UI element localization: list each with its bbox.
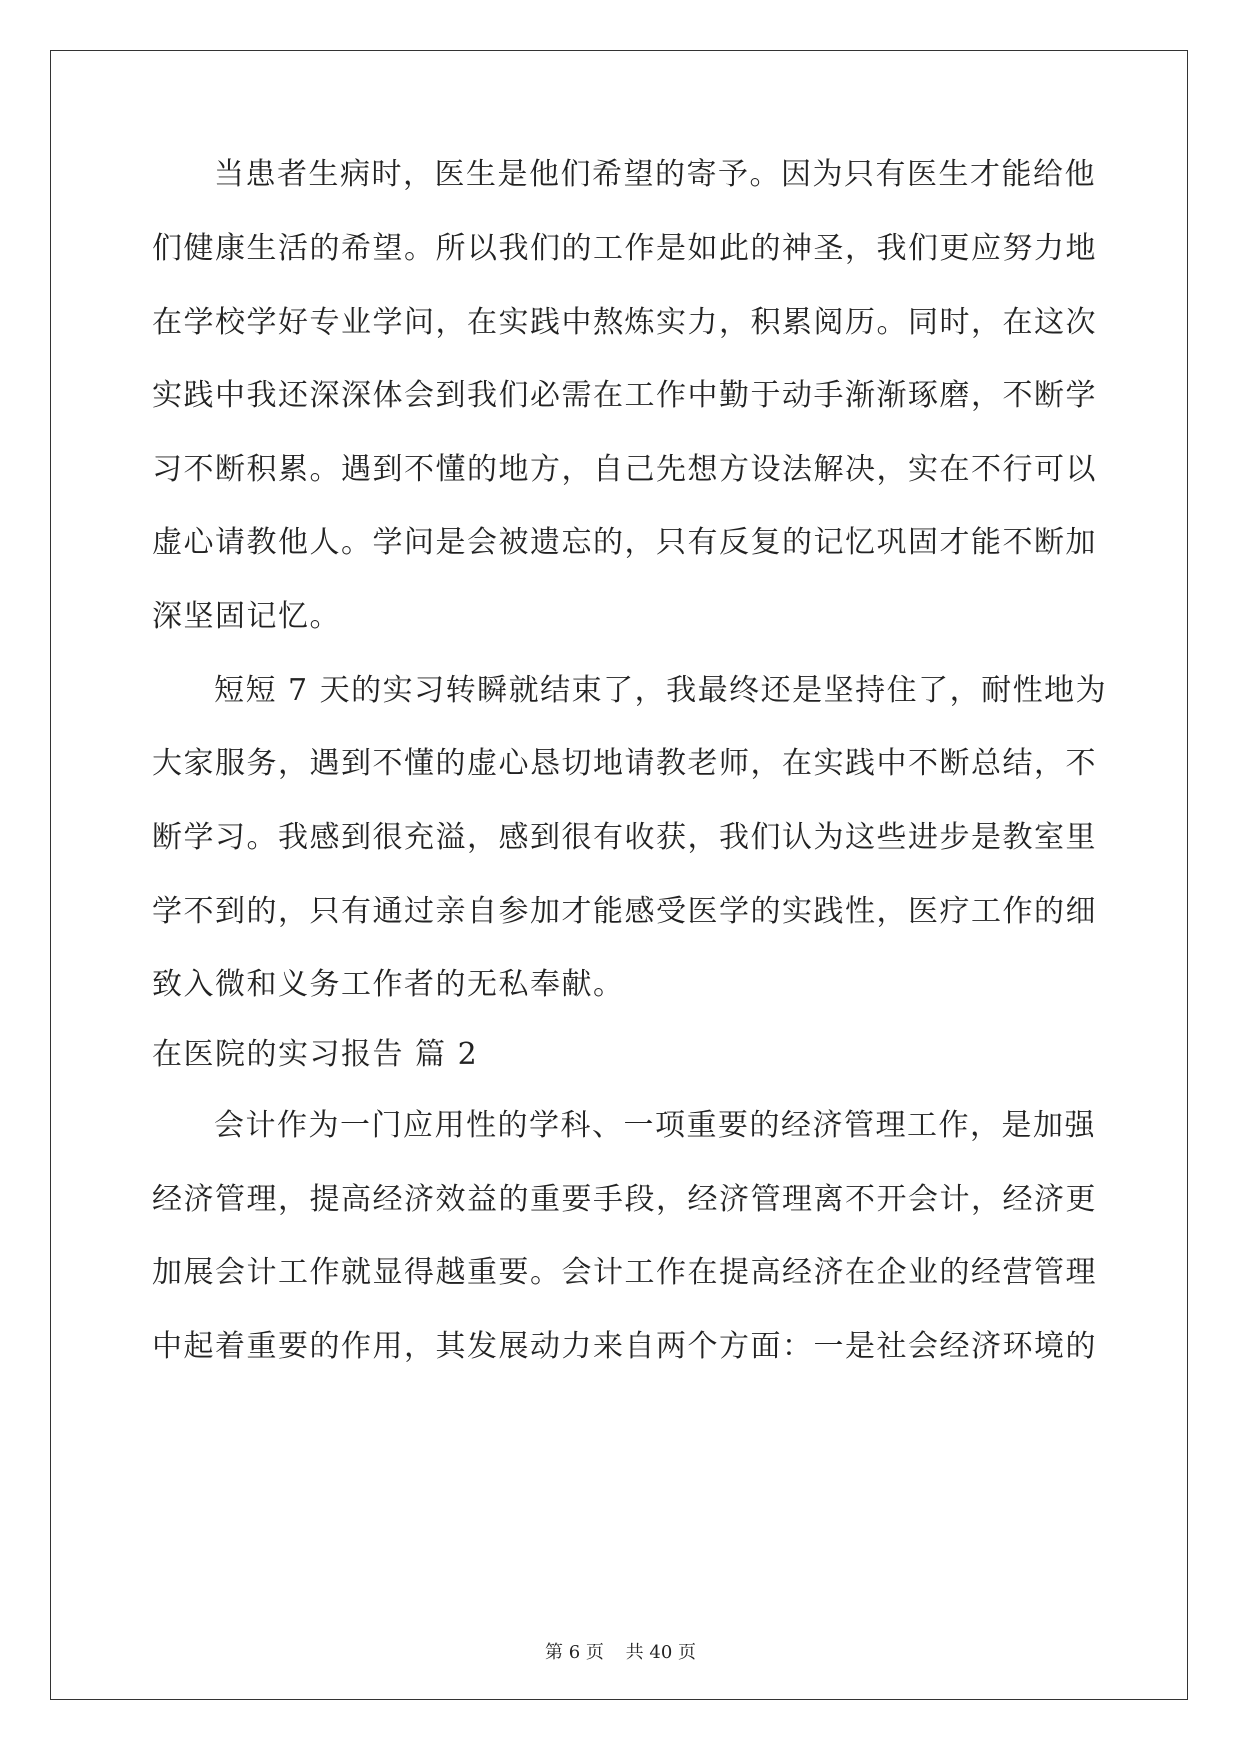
paragraph-line: 们健康生活的希望。所以我们的工作是如此的神圣，我们更应努力地 [152,231,1097,266]
paragraph-line: 断学习。我感到很充溢，感到很有收获，我们认为这些进步是教室里 [152,820,1097,855]
paragraph-line: 深坚固记忆。 [152,599,341,634]
paragraph-line: 习不断积累。遇到不懂的地方，自己先想方设法解决，实在不行可以 [152,452,1097,487]
paragraph-line: 在学校学好专业学问，在实践中熬炼实力，积累阅历。同时，在这次 [152,305,1097,340]
paragraph-line: 中起着重要的作用，其发展动力来自两个方面：一是社会经济环境的 [152,1329,1097,1364]
page-footer [0,1638,1241,1664]
paragraph-line: 会计作为一门应用性的学科、一项重要的经济管理工作，是加强 [214,1108,1096,1143]
paragraph-line: 加展会计工作就显得越重要。会计工作在提高经济在企业的经营管理 [152,1255,1097,1290]
paragraph-line: 学不到的，只有通过亲自参加才能感受医学的实践性，医疗工作的细 [152,894,1097,929]
paragraph-line: 实践中我还深深体会到我们必需在工作中勤于动手渐渐琢磨，不断学 [152,378,1097,413]
paragraph-line: 大家服务，遇到不懂的虚心恳切地请教老师，在实践中不断总结，不 [152,746,1097,781]
page-number: 第 6 页 [545,1642,604,1663]
page-border [50,50,1188,1700]
section-heading: 在医院的实习报告 篇 2 [152,1037,479,1072]
paragraph-line: 当患者生病时，医生是他们希望的寄予。因为只有医生才能给他 [214,157,1096,192]
page-total: 共 40 页 [625,1642,696,1663]
paragraph-line: 短短 7 天的实习转瞬就结束了，我最终还是坚持住了，耐性地为 [214,673,1108,708]
paragraph-line: 虚心请教他人。学问是会被遗忘的，只有反复的记忆巩固才能不断加 [152,525,1097,560]
paragraph-line: 经济管理，提高经济效益的重要手段，经济管理离不开会计，经济更 [152,1182,1097,1217]
paragraph-line: 致入微和义务工作者的无私奉献。 [152,967,625,1002]
